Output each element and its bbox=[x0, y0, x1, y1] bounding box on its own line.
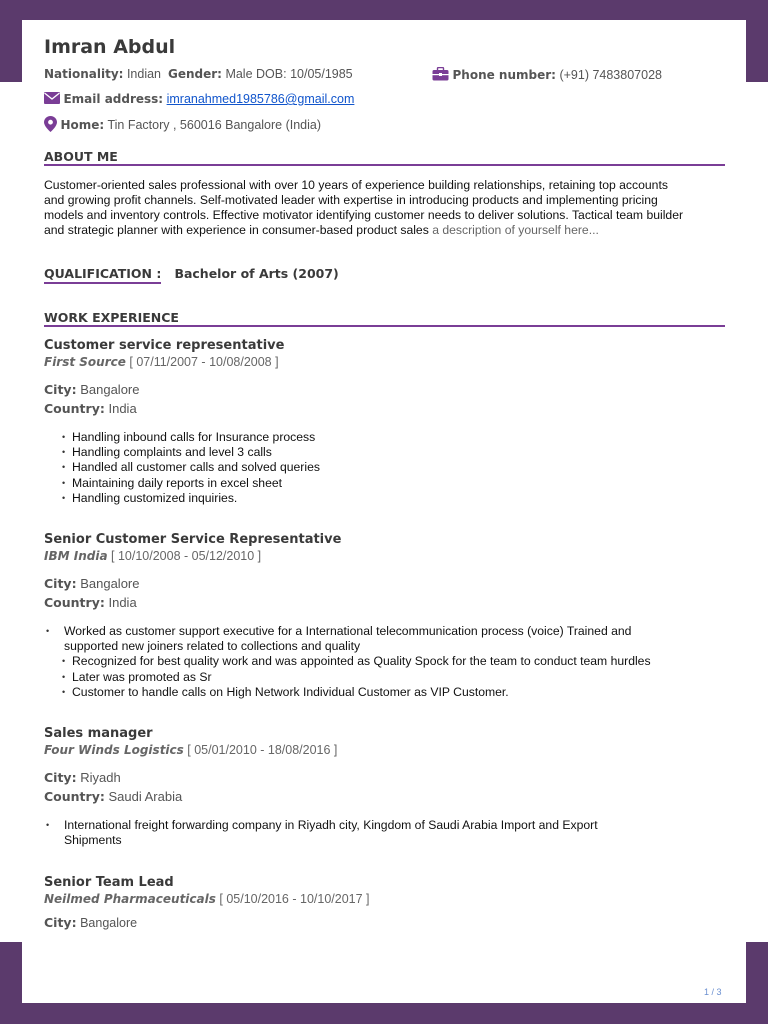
job-dates: [ 10/10/2008 - 05/12/2010 ] bbox=[111, 549, 262, 563]
job-entry bbox=[44, 532, 725, 700]
job-country bbox=[44, 787, 725, 806]
company-name: First Source bbox=[44, 355, 126, 369]
job-employer bbox=[44, 742, 725, 758]
nationality-value: Indian bbox=[126, 67, 162, 81]
job-entry bbox=[44, 338, 725, 506]
gender-label: Gender: bbox=[167, 67, 222, 81]
about-section-title: ABOUT ME bbox=[44, 150, 725, 166]
location-pin-icon bbox=[44, 116, 57, 135]
nationality-label: Nationality: bbox=[44, 67, 124, 81]
country-label: Country: bbox=[44, 789, 105, 804]
job-employer bbox=[44, 548, 725, 564]
company-name: IBM India bbox=[44, 549, 108, 563]
country-value: Saudi Arabia bbox=[108, 789, 183, 804]
city-value: Bangalore bbox=[80, 382, 140, 397]
resume-page bbox=[22, 20, 746, 1003]
job-city bbox=[44, 574, 725, 593]
country-value: India bbox=[108, 401, 137, 416]
company-name: Four Winds Logistics bbox=[44, 743, 184, 757]
job-duties bbox=[44, 818, 644, 848]
country-label: Country: bbox=[44, 595, 105, 610]
personal-info-line bbox=[44, 67, 353, 81]
job-title: Senior Team Lead bbox=[44, 875, 174, 890]
phone-label: Phone number: bbox=[452, 67, 556, 82]
job-dates: [ 05/10/2016 - 10/10/2017 ] bbox=[219, 892, 370, 906]
job-dates: [ 05/01/2010 - 18/08/2016 ] bbox=[187, 743, 338, 757]
email-link[interactable]: imranahmed1985786@gmail.com bbox=[166, 92, 355, 106]
job-country bbox=[44, 593, 725, 612]
home-line bbox=[44, 116, 321, 135]
phone-value: (+91) 7483807028 bbox=[559, 67, 662, 82]
job-duties bbox=[44, 624, 674, 700]
city-value: Bangalore bbox=[80, 916, 138, 930]
duty-item: • Recognized for best quality work and was appointed as Quality Spock for the team to conduct team hurdles bbox=[44, 654, 674, 669]
job-entry bbox=[44, 875, 725, 933]
duty-item: • Customer to handle calls on High Network Individual Customer as VIP Customer. bbox=[44, 685, 674, 700]
company-name: Neilmed Pharmaceuticals bbox=[44, 892, 216, 906]
job-title: Customer service representative bbox=[44, 338, 285, 353]
qualification-label: QUALIFICATION : bbox=[44, 266, 161, 284]
duty-item: • Later was promoted as Sr bbox=[44, 670, 674, 685]
dob-value: 10/05/1985 bbox=[290, 67, 353, 81]
duty-item: • Handling inbound calls for Insurance process bbox=[44, 430, 725, 445]
job-duties bbox=[44, 430, 725, 506]
duty-item: • Handling customized inquiries. bbox=[44, 491, 725, 506]
city-value: Bangalore bbox=[80, 576, 140, 591]
country-value: India bbox=[108, 595, 137, 610]
email-label: Email address: bbox=[63, 92, 164, 106]
duty-item: • Maintaining daily reports in excel sheet bbox=[44, 476, 725, 491]
work-section-title: WORK EXPERIENCE bbox=[44, 311, 725, 327]
city-value: Riyadh bbox=[80, 770, 121, 785]
country-label: Country: bbox=[44, 401, 105, 416]
gender-value: Male bbox=[225, 67, 253, 81]
job-city bbox=[44, 913, 725, 933]
job-title: Sales manager bbox=[44, 726, 153, 741]
about-placeholder: a description of yourself here... bbox=[432, 223, 599, 237]
about-body: Customer-oriented sales professional with over 10 years of experience building relationships, retaining top accounts and growing profit channels. Self-motivated leader with expertise in introducing products and implementing pricing models and inventory controls. Effective motivator identifying customer needs to deliver solutions. Tactical team builder and strategic planner with experience in consumer-based product sales bbox=[44, 178, 684, 237]
duty-item: • International freight forwarding company in Riyadh city, Kingdom of Saudi Arabia Import and Export Shipments bbox=[44, 818, 644, 848]
job-title: Senior Customer Service Representative bbox=[44, 532, 342, 547]
envelope-icon bbox=[44, 92, 60, 107]
duty-item: • Handling complaints and level 3 calls bbox=[44, 445, 725, 460]
job-entry bbox=[44, 726, 725, 848]
job-city bbox=[44, 380, 725, 399]
city-label: City: bbox=[44, 915, 77, 930]
job-country bbox=[44, 399, 725, 418]
duty-item: • Handled all customer calls and solved queries bbox=[44, 460, 725, 475]
dob-label: DOB: bbox=[256, 67, 287, 81]
city-label: City: bbox=[44, 576, 77, 591]
qualification-line bbox=[44, 266, 339, 281]
city-label: City: bbox=[44, 770, 77, 785]
job-dates: [ 07/11/2007 - 10/08/2008 ] bbox=[129, 355, 279, 369]
job-city bbox=[44, 768, 725, 787]
duty-item: • Worked as customer support executive for a International telecommunication process (voice) Trained and supported new joiners related to collections and quality bbox=[44, 624, 674, 654]
home-label: Home: bbox=[60, 117, 105, 132]
page-number: 1 / 3 bbox=[704, 987, 722, 997]
email-line bbox=[44, 92, 354, 107]
about-text bbox=[44, 178, 684, 238]
home-value: Tin Factory , 560016 Bangalore (India) bbox=[107, 117, 322, 132]
candidate-name: Imran Abdul bbox=[44, 36, 176, 58]
job-employer bbox=[44, 354, 725, 370]
city-label: City: bbox=[44, 382, 77, 397]
qualification-value: Bachelor of Arts (2007) bbox=[174, 266, 339, 281]
job-employer bbox=[44, 891, 725, 907]
phone-line bbox=[432, 67, 662, 84]
briefcase-icon bbox=[432, 67, 449, 84]
